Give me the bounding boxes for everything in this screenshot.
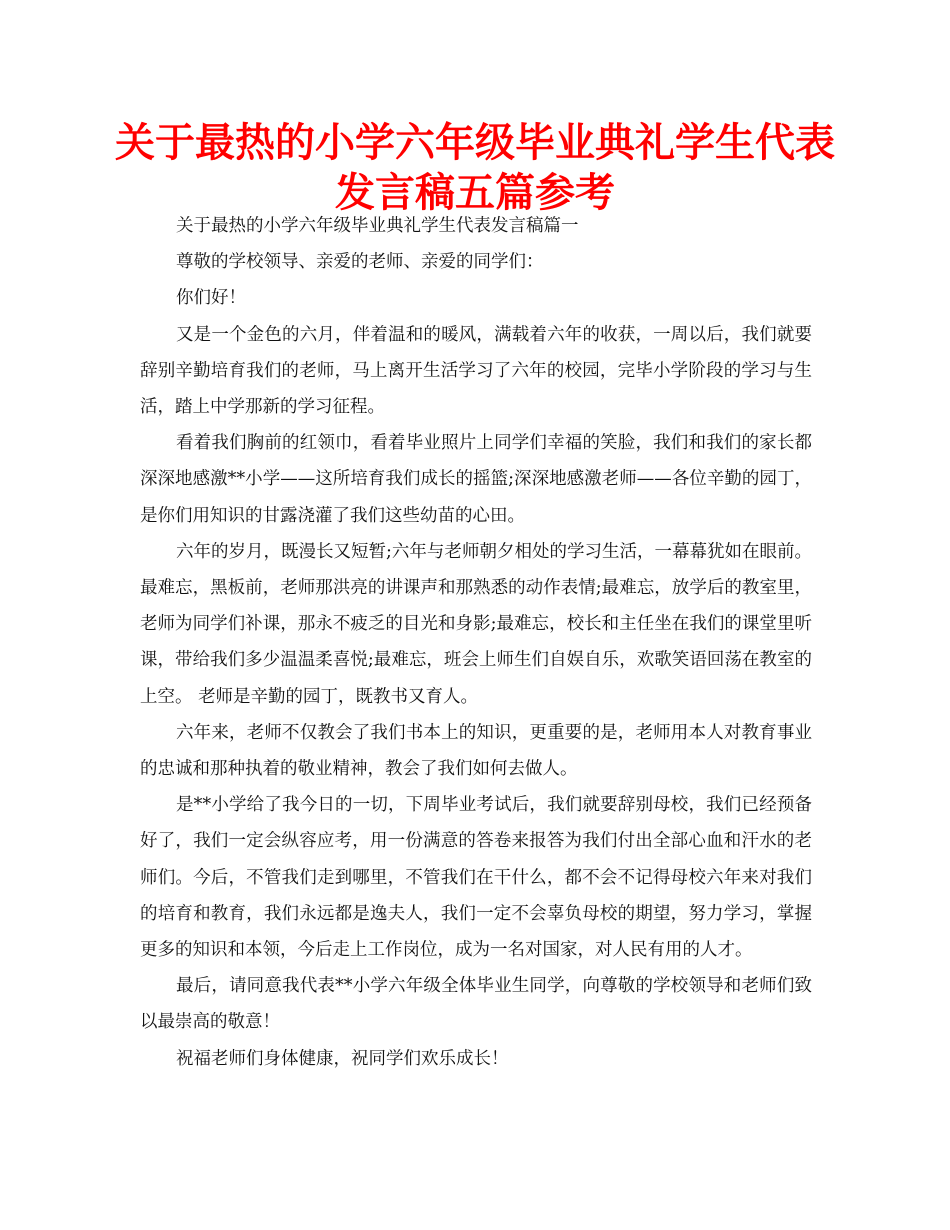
greeting: 你们好！ <box>176 288 246 309</box>
closing-wish: 祝福老师们身体健康，祝同学们欢乐成长！ <box>176 1048 509 1069</box>
section-heading: 关于最热的小学六年级毕业典礼学生代表发言稿篇一 <box>176 216 579 236</box>
document-title <box>100 118 850 218</box>
paragraph: 六年来，老师不仅教会了我们书本上的知识，更重要的是，老师用本人对教育事业的忠诚和那种执着的敬业精神，教会了我们如何去做人。 <box>140 722 812 780</box>
title-line-1: 关于最热的小学六年级毕业典礼学生代表 <box>115 120 835 166</box>
paragraph: 看着我们胸前的红领巾，看着毕业照片上同学们幸福的笑脸，我们和我们的家长都深深地感激**小学——这所培育我们成长的摇篮;深深地感激老师——各位辛勤的园丁，是你们用知识的甘露浇灌了我们这些幼苗的心田。 <box>140 433 812 526</box>
paragraph: 六年的岁月，既漫长又短暂;六年与老师朝夕相处的学习生活，一幕幕犹如在眼前。 最难忘，黑板前，老师那洪亮的讲课声和那熟悉的动作表情;最难忘，放学后的教室里，老师为同学们补课，那永不疲乏的目光和身影;最难忘，校长和主任坐在我们的课堂里听课，带给我们多少温温柔喜悦;最难忘，班会上师生们自娱自乐，欢歌笑语回荡在教室的上空。 老师是辛勤的园丁，既教书又育人。 <box>140 541 812 707</box>
paragraph: 又是一个金色的六月，伴着温和的暖风，满载着六年的收获，一周以后，我们就要辞别辛勤培育我们的老师，马上离开生活学习了六年的校园，完毕小学阶段的学习与生活，踏上中学那新的学习征程。 <box>140 324 812 418</box>
paragraph: 最后，请同意我代表**小学六年级全体毕业生同学，向尊敬的学校领导和老师们致以最崇高的敬意！ <box>140 976 812 1033</box>
salutation: 尊敬的学校领导、亲爱的老师、亲爱的同学们： <box>176 252 544 273</box>
title-line-2: 发言稿五篇参考 <box>335 170 615 216</box>
paragraph: 是**小学给了我今日的一切，下周毕业考试后，我们就要辞别母校，我们已经预备好了，我们一定会纵容应考，用一份满意的答卷来报答为我们付出全部心血和汗水的老师们。今后，不管我们走到哪里，不管我们在干什么，都不会不记得母校六年来对我们的培育和教育，我们永远都是逸夫人，我们一定不会辜负母校的期望，努力学习，掌握更多的知识和本领，今后走上工作岗位，成为一名对国家，对人民有用的人才。 <box>140 795 812 961</box>
document-body <box>140 208 812 1077</box>
